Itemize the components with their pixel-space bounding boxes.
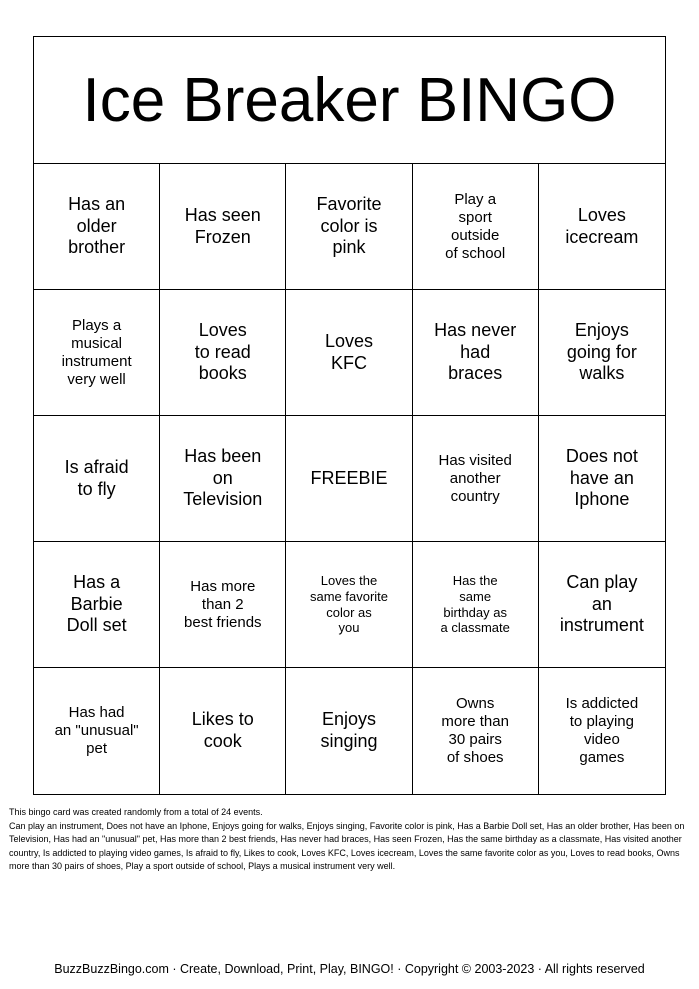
bingo-cell — [413, 290, 539, 416]
note-summary: This bingo card was created randomly from a total of 24 events. — [9, 807, 263, 817]
bingo-grid — [34, 164, 665, 794]
bingo-cell-text: Loves the same favorite color as you — [309, 573, 389, 636]
bingo-cell — [160, 542, 286, 668]
bingo-cell-text: Has more than 2 best friends — [184, 577, 262, 631]
bingo-cell-text: Enjoys going for walks — [566, 320, 637, 384]
bingo-cell — [34, 542, 160, 668]
bingo-cell — [286, 164, 412, 290]
bingo-cell-text: Play a sport outside of school — [445, 190, 506, 262]
bingo-cell — [160, 668, 286, 794]
bingo-cell-text: Has seen Frozen — [184, 204, 261, 247]
bingo-cell-text: Enjoys singing — [320, 709, 378, 751]
bingo-cell — [160, 164, 286, 290]
bingo-cell — [286, 416, 412, 542]
bingo-cell-text: Is addicted to playing video games — [565, 695, 639, 766]
bingo-cell — [34, 668, 160, 794]
bingo-cell — [413, 668, 539, 794]
bingo-cell — [34, 290, 160, 416]
bingo-cell — [539, 542, 665, 668]
bingo-cell — [413, 416, 539, 542]
card-note — [9, 806, 691, 874]
bingo-card — [33, 36, 666, 795]
footer-copyright: BuzzBuzzBingo.com · Create, Download, Print, Play, BINGO! · Copyright © 2003-2023 · All rights reserved — [54, 962, 645, 976]
bingo-cell-text: Has an older brother — [68, 194, 126, 258]
bingo-cell-text: Loves KFC — [324, 330, 374, 373]
bingo-cell — [413, 164, 539, 290]
bingo-cell — [286, 542, 412, 668]
bingo-cell-text: Can play an instrument — [559, 572, 644, 636]
bingo-cell — [160, 416, 286, 542]
note-events-list: Can play an instrument, Does not have an Iphone, Enjoys going for walks, Enjoys singing, Favorite color is pink, Has a Barbie Doll set, Has an older brother, Has been on Television, Has had an "unusual" pet, Has more than 2 best friends, Has never had braces, Has seen Frozen, Has the same birthday as a classmate, Has visited another country, Is addicted to playing video games, Is afraid to fly, Likes to cook, Loves KFC, Loves icecream, Loves the same favorite color as you, Loves to read books, Owns more than 30 pairs of shoes, Play a sport outside of school, Plays a musical instrument very well. — [9, 820, 685, 871]
bingo-cell — [286, 290, 412, 416]
bingo-cell — [539, 164, 665, 290]
bingo-cell — [286, 668, 412, 794]
bingo-cell — [539, 668, 665, 794]
bingo-cell-text: Favorite color is pink — [316, 194, 382, 258]
bingo-cell-text: Has never had braces — [434, 320, 517, 384]
bingo-cell-text: Loves icecream — [565, 204, 639, 247]
bingo-cell-text: Has been on Television — [183, 446, 263, 510]
bingo-cell — [539, 416, 665, 542]
bingo-cell-text: Owns more than 30 pairs of shoes — [441, 695, 509, 766]
card-title: Ice Breaker BINGO — [34, 37, 665, 164]
bingo-cell — [34, 416, 160, 542]
bingo-cell-text: Has the same birthday as a classmate — [440, 573, 510, 636]
bingo-cell-text: Has a Barbie Doll set — [66, 572, 127, 636]
bingo-cell-text: Likes to cook — [191, 709, 254, 751]
bingo-cell-text: Has visited another country — [438, 451, 512, 505]
bingo-cell-text: Plays a musical instrument very well — [61, 316, 132, 388]
bingo-cell — [34, 164, 160, 290]
bingo-cell — [539, 290, 665, 416]
bingo-cell-text: FREEBIE — [310, 467, 388, 488]
bingo-cell — [413, 542, 539, 668]
bingo-cell-text: Does not have an Iphone — [565, 446, 638, 510]
bingo-cell — [160, 290, 286, 416]
bingo-cell-text: Is afraid to fly — [64, 456, 129, 499]
bingo-cell-text: Has had an "unusual" pet — [54, 704, 139, 757]
bingo-cell-text: Loves to read books — [194, 320, 251, 384]
